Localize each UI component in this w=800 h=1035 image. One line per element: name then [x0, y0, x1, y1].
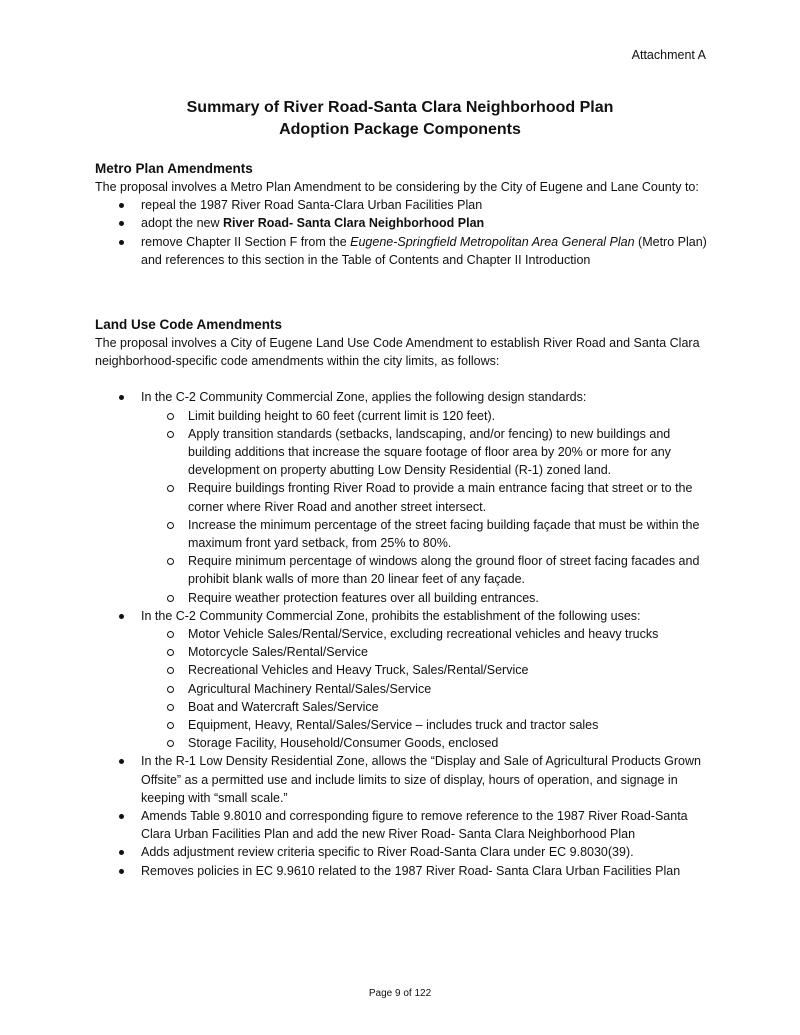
c2-design-bullet — [95, 388, 710, 606]
c2-design-item: Apply transition standards (setbacks, landscaping, and/or fencing) to new buildings and building additions that increase the square footage of floor area by 20% or more for any development on property abutting Low Density Residential (R-1) zoned land. — [95, 425, 710, 480]
c2-uses-sublist — [95, 625, 710, 752]
c2-uses-item: Motorcycle Sales/Rental/Service — [95, 643, 710, 661]
c2-design-item: Require buildings fronting River Road to provide a main entrance facing that street or to the corner where River Road and another street intersect. — [95, 479, 710, 515]
adjustment-bullet: Adds adjustment review criteria specific to River Road-Santa Clara under EC 9.8030(39). — [95, 843, 710, 861]
attachment-label: Attachment A — [631, 48, 706, 62]
title-line-2: Adoption Package Components — [279, 121, 521, 138]
metro-bullet-3-italic: Eugene-Springfield Metropolitan Area General Plan — [350, 234, 635, 249]
c2-uses-item: Equipment, Heavy, Rental/Sales/Service – includes truck and tractor sales — [95, 716, 710, 734]
metro-bullet-2-bold: River Road- Santa Clara Neighborhood Plan — [223, 216, 485, 231]
metro-bullet-2 — [95, 214, 710, 232]
c2-uses-label: In the C-2 Community Commercial Zone, prohibits the establishment of the following uses: — [95, 607, 710, 625]
metro-bullet-2-text: adopt the new — [141, 216, 224, 231]
metro-bullet-3-post: (Metro Plan) and references to this section in the Table of Contents and Chapter II Introduction — [141, 234, 707, 267]
land-use-heading: Land Use Code Amendments — [95, 317, 283, 332]
metro-heading: Metro Plan Amendments — [95, 161, 253, 176]
metro-bullet-3-pre: remove Chapter II Section F from the — [141, 234, 351, 249]
c2-uses-item: Motor Vehicle Sales/Rental/Service, excluding recreational vehicles and heavy trucks — [95, 625, 710, 643]
c2-design-item: Limit building height to 60 feet (current limit is 120 feet). — [95, 407, 710, 425]
c2-design-label: In the C-2 Community Commercial Zone, applies the following design standards: — [95, 388, 710, 406]
title-line-1: Summary of River Road-Santa Clara Neighborhood Plan — [186, 99, 614, 116]
c2-uses-item: Recreational Vehicles and Heavy Truck, Sales/Rental/Service — [95, 661, 710, 679]
page-number: Page 9 of 122 — [368, 988, 432, 999]
c2-design-item: Require weather protection features over all building entrances. — [95, 589, 710, 607]
metro-bullet-list — [95, 196, 710, 269]
c2-uses-bullet — [95, 607, 710, 753]
c2-uses-item: Boat and Watercraft Sales/Service — [95, 698, 710, 716]
r1-bullet: In the R-1 Low Density Residential Zone, allows the “Display and Sale of Agricultural Products Grown Offsite” as a permitted use and include limits to size of display, hours of operation, and signage in keeping with “small scale.” — [95, 752, 710, 807]
metro-intro: The proposal involves a Metro Plan Amendment to be considering by the City of Eugene and Lane County to: — [95, 180, 699, 194]
metro-bullet-1: repeal the 1987 River Road Santa-Clara Urban Facilities Plan — [95, 196, 710, 214]
c2-design-item: Increase the minimum percentage of the street facing building façade that must be within the maximum front yard setback, from 25% to 80%. — [95, 516, 710, 552]
table-amend-bullet: Amends Table 9.8010 and corresponding figure to remove reference to the 1987 River Road-Santa Clara Urban Facilities Plan and add the new River Road- Santa Clara Neighborhood Plan — [95, 807, 710, 843]
c2-design-sublist — [95, 407, 710, 607]
page-title — [0, 97, 800, 141]
land-use-intro: The proposal involves a City of Eugene Land Use Code Amendment to establish River Road and Santa Clara neighborhood-specific code amendments within the city limits, as follows: — [95, 336, 700, 369]
c2-uses-item: Agricultural Machinery Rental/Sales/Service — [95, 680, 710, 698]
c2-design-item: Require minimum percentage of windows along the ground floor of street facing facades and prohibit blank walls of more than 20 linear feet of any façade. — [95, 552, 710, 588]
metro-bullet-3 — [95, 233, 710, 269]
land-use-section — [95, 316, 710, 880]
removes-policies-bullet: Removes policies in EC 9.9610 related to the 1987 River Road- Santa Clara Urban Facilities Plan — [95, 862, 710, 880]
c2-uses-item: Storage Facility, Household/Consumer Goods, enclosed — [95, 734, 710, 752]
metro-plan-section — [95, 160, 710, 269]
land-use-bullet-list — [95, 388, 710, 879]
